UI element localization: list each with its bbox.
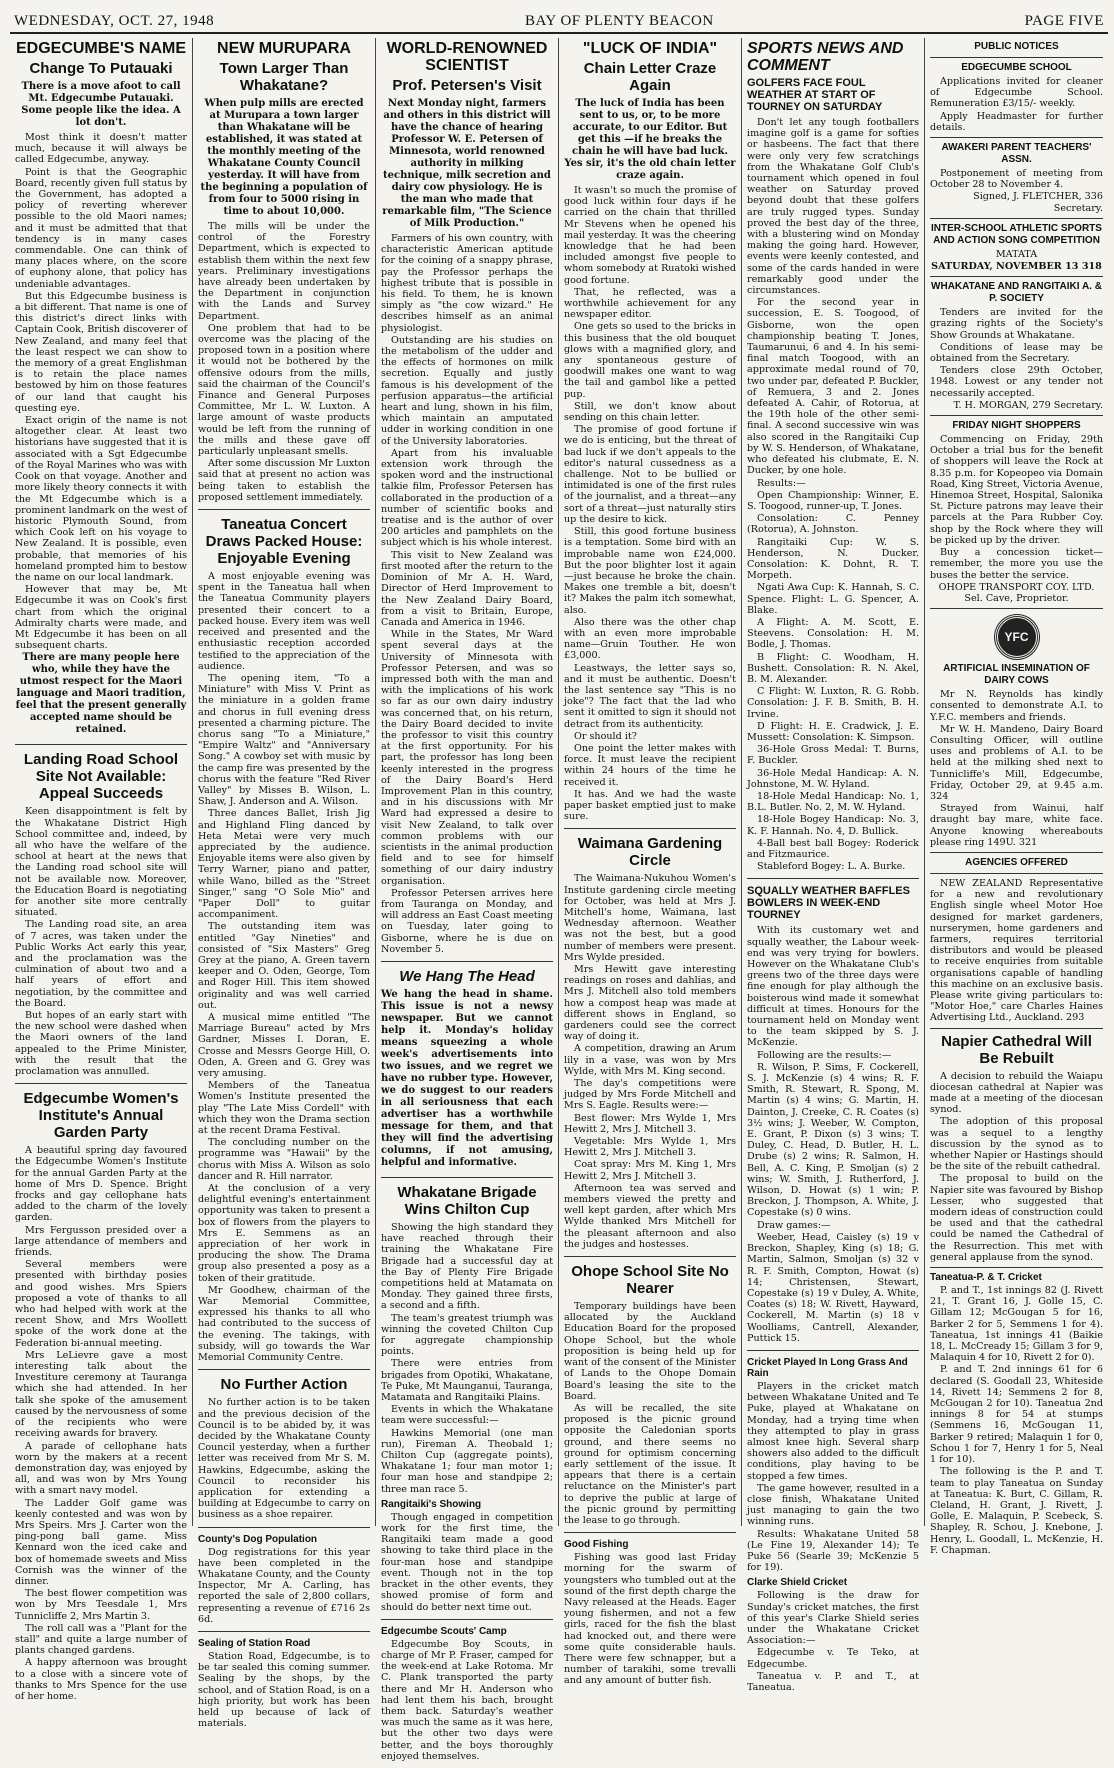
paragraph: A happy afternoon was brought to a close with a sincere vote of thanks to Mrs Spence for the use of her home.	[15, 1657, 187, 1702]
article-headline: Rangitaiki's Showing	[381, 1498, 482, 1510]
paragraph: 18-Hole Medal Handicap: No. 1, B.L. Butler. No. 2, M. W. Hyland.	[747, 790, 919, 814]
paragraph: Events in which the Whakatane team were successful:—	[381, 1404, 553, 1427]
paragraph: Mrs Hewitt gave interesting readings on roses and dahlias, and Mrs J. Mitchell also told members how a compost heap was made at different shows in England, so gardeners could see the correct way of doing it.	[564, 964, 736, 1043]
notice-headline: EDGECUMBE SCHOOL	[961, 62, 1072, 73]
paragraph: One problem that had to be overcome was the placing of the proposed town in a position where it would not be bothered by the offensive odours from the mills, said the chairman of the Council's Finance and General Purposes Committee, Mr L. W. Luxton. A large amount of waste products would be left from the running of the mills and these gave off particularly unpleasant smells.	[198, 322, 370, 458]
paragraph: Ngati Awa Cup: K. Hannah, S. C. Spence. Flight: L. G. Spencer, A. Blake.	[747, 582, 919, 616]
paragraph: P. and T., 1st innings 82 (J. Rivett 21, T. Grant 16, J. Golle 15, C. Gillam 12; McGougan 5 for 16, Barker 2 for 5, Semmens 1 for 4). Taneatua, 1st innings 41 (Baikie 18, L. McCready 15; Gillam 3 for 9, Malaquin 4 for 10, Rivett 2 for 0).	[930, 1285, 1103, 1364]
paragraph: Temporary buildings have been allocated by the Auckland Education Board for the proposed Ohope School, but the whole proposition is being held up for want of the consent of the Minister of Lands to the Ohope Domain Board's leasing the site to the Board.	[564, 1301, 736, 1402]
paragraph: The Landing road site, an area of 7 acres, was taken under the Public Works Act early this year, and the proclamation was the culmination of about two and a half years of effort and negotiation, by the committee and the Board.	[15, 919, 187, 1009]
paragraph: R. Wilson, P. Sims, F. Cockerell, S. J. McKenzie (s) 4 wins; R. F. Smith, R. Stewart, R. Spong, M. Martin (s) 4 wins; G. Martin, H. Dainton, J. Creeke, C. R. Coates (s) 3½ wins; J. Weeber, W. Compton, E. Grant, P. Dixon (s) 3 wins; T. Duley, C. Head, D. Butler, H. L. Drube (s) 2 wins; R. Salmon, H. Bell, A. C. King, P. Smoljan (s) 2 wins; W. Smith, J. Rutherford, J. Wilson, D. Howat (s) 1 win; P. Breckon, J. Thompson, A. White, J. Copestake (s) 0 wins.	[747, 1061, 919, 1219]
paragraph: A beautiful spring day favoured the Edgecumbe Women's Institute for the annual Garden Party at the home of Mrs D. Spence. Bright frocks and gay cellophane hats added to the charm of the lovely garden.	[15, 1145, 187, 1224]
paragraph: Farmers of his own country, with characteristic American aptitude for the coining of a snappy phrase, pay the Professor perhaps the highest tribute that is possible in his field. To them, he is known simply as "the cow wizard." He describes himself as an animal physiologist.	[381, 233, 553, 334]
article-headline: Landing Road School Site Not Available: Appeal Succeeds	[23, 751, 179, 803]
paragraph: Vegetable: Mrs Wylde 1, Mrs Hewitt 2, Mrs J. Mitchell 3.	[564, 1136, 736, 1159]
article-headline: Clarke Shield Cricket	[747, 1577, 848, 1589]
paragraph: Also there was the other chap with an even more improbable name—Gruin Touther. He won £3,000.	[564, 616, 736, 662]
paragraph: Following is the draw for Sunday's cricket matches, the first of this year's Clarke Shield series under the Whakatane Cricket Association:—	[747, 1590, 919, 1647]
newspaper-title: BAY OF PLENTY BEACON	[524, 13, 714, 29]
article-lead: When pulp mills are erected at Murupara a town larger than Whakatane will be established, it was stated at the monthly meeting of the Whakatane County Council yesterday. It will have from the beginning a population of from four to 5000 rising in time to about 10,000.	[200, 98, 368, 217]
paragraph: Apart from his invaluable extension work through the spoken word and the instructional talkie film, Professor Petersen has collaborated in the production of a number of scientific books and treatise and is the author of over 200 articles and pamphlets on the subject which is his whole interest.	[381, 447, 553, 549]
article-ohope-school	[564, 1263, 736, 1533]
paragraph: Keen disappointment is felt by the Whakatane District High School committee and, indeed, by all who have the welfare of the school at heart at the news that the Landing road school site will not be available now. Moreover, the Education Board is negotiating for another site more centrally situated.	[15, 806, 187, 919]
paragraph: OHOPE TRANSPORT COY. LTD. Sel. Cave, Proprietor.	[938, 581, 1095, 604]
paragraph: While in the States, Mr Ward spent several days at the University of Minnesota with Professor Petersen, and was so impressed both with the man and with the implications of his work so far as our own dairy industry was concerned that, on his return, the Dairy Board decided to invite the professor to visit this country at the first opportunity. For his part, the professor has long been keenly interested in the progress of the Dairy Board's Herd Improvement Plan in this country, and in his discussions with Mr Ward had expressed a desire to visit New Zealand, to talk over common problems with our scientists in the animal production field and to see for himself something of our dairy industry organisation.	[381, 629, 553, 887]
article-bowlers	[747, 885, 919, 1351]
paragraph: Tenders are invited for the grazing rights of the Society's Show Grounds at Whakatane.	[930, 307, 1103, 341]
article-headline: No Further Action	[220, 1376, 348, 1394]
paragraph: As will be recalled, the site proposed is the picnic ground opposite the Caledonian sports ground, and there seems no ground for optimism concerning early settlement of the issue. It appears that there is a certain reluctance on the Minister's part to deprive the public at large of the picnic ground by permitting the lease to go through.	[564, 1402, 736, 1526]
issue-date: WEDNESDAY, OCT. 27, 1948	[14, 13, 215, 29]
paragraph: 18-Hole Bogey Handicap: No. 3, K. F. Hannah. No. 4, D. Bullick.	[747, 814, 919, 837]
column-5	[742, 38, 925, 1693]
paragraph: The mills will be under the control of the Forestry Department, which is expected to establish them within the next few years. Preliminary investigations have already been undertaken by the Department in conjunction with the Lands and Survey Department.	[198, 221, 370, 322]
paragraph: One gets so used to the bricks in this business that the old bouquet glows with a magnified glory, and any spontaneous gesture of goodwill makes one want to wag the tail and gambol like a petted pup.	[564, 321, 736, 400]
article-womens-institute-garden-party	[15, 1090, 187, 1708]
column-2	[193, 38, 376, 1730]
paragraph: Still, we don't know about sending on this chain letter.	[564, 400, 736, 424]
paragraph: Mr Goodhew, chairman of the War Memorial Committee, expressed his thanks to all who had contributed to the success of the evening. The takings, with subsidy, will go towards the War Memorial Community Centre.	[198, 1284, 370, 1364]
paragraph: Hawkins Memorial (one man run), Fireman A. Theobald 1; Chilton Cup (aggregate points), Whakatane 1; four man motor 1; four man hose and standpipe 2; three man race 5.	[381, 1427, 553, 1495]
notice-headline: FRIDAY NIGHT SHOPPERS	[952, 420, 1081, 432]
paragraph: The proposal to build on the Napier site was favoured by Bishop Lesser, who suggested that modern ideas of construction could be used and that the cathedral could be named the Cathedral of the Resurrection. This met with general applause from the synod.	[930, 1173, 1103, 1263]
article-lead: The luck of India has been sent to us, or, to be more accurate, to our Editor. But get this —if he breaks the chain he will have bad luck. Yes sir, it's the old chain letter craze again.	[564, 98, 736, 181]
article-subhead: Prof. Petersen's Visit	[392, 77, 542, 94]
divider	[930, 873, 1103, 874]
notice-headline: ARTIFICIAL INSEMINATION OF DAIRY COWS	[943, 663, 1090, 687]
page-number: PAGE FIVE	[1024, 13, 1104, 29]
column-3	[376, 38, 559, 1762]
notice-headline: WHAKATANE AND RANGITAIKI A. & P. SOCIETY	[931, 281, 1102, 305]
paragraph: Still, this good fortune business is a temptation. Some bird with an improbable name won £24,000. But the poor blighter lost it again—just because he broke the chain. Makes one tremble a bit, doesn't it? Makes the palm itch somewhat, also.	[564, 526, 736, 616]
divider	[930, 1028, 1103, 1029]
article-we-hang-the-head	[381, 968, 553, 1178]
paragraph: However that may be, Mt Edgecumbe it was on Cook's first chart from which the original Admiralty charts were made, and Mt Edgecumbe it has been on all subsequent charts.	[15, 584, 187, 652]
paragraph: Three dances Ballet, Irish Jig and Highland Fling danced by Heta Metai were very much appreciated by the audience. Enjoyable items were also given by Terry Warner, piano and patter, while Wano, billed as the "Street Singer," sang "O Sole Mio" and "Paper Doll" to guitar accompaniment.	[198, 808, 370, 921]
article-closing: There are many people here who, while they have the utmost respect for the Maori language and Maori tradition, feel that the present generally accepted name should be retained.	[15, 652, 187, 736]
article-lead: There is a move afoot to call Mt. Edgecumbe Putauaki. Some people like the idea. A lot don't.	[21, 81, 181, 128]
article-headline: Cricket Played In Long Grass And Rain	[747, 1356, 908, 1379]
paragraph: 36-Hole Gross Medal: T. Burns, F. Buckler.	[747, 744, 919, 767]
yfc-emblem-icon: YFC	[995, 615, 1039, 659]
paragraph: There were entries from brigades from Opotiki, Whakatane, Te Puke, Mt Maunganui, Tauranga, Matamata and Rangitaiki Plains.	[381, 1358, 553, 1404]
paragraph: Draw games:—	[757, 1219, 831, 1231]
paragraph: Coat spray: Mrs M. King 1, Mrs Hewitt 2, Mrs J. Mitchell 3.	[564, 1159, 736, 1182]
article-headline: Good Fishing	[564, 1539, 629, 1551]
paragraph: Showing the high standard they have reached through their training the Whakatane Fire Brigade had a successful day at the Bay of Plenty Fire Brigade competitions held at Matamata on Monday. They gained three firsts, a second and a fifth.	[381, 1222, 553, 1312]
article-headline: We Hang The Head	[399, 968, 535, 985]
paragraph: Afternoon tea was served and members viewed the pretty and well kept garden, after which Mrs Wylde thanked Mrs Mitchell for the pleasant afternoon and also the judges and hostesses.	[564, 1182, 736, 1250]
notice-headline: INTER-SCHOOL ATHLETIC SPORTS AND ACTION SONG COMPETITION	[931, 222, 1102, 246]
paragraph: Mr N. Reynolds has kindly consented to demonstrate A.I. to Y.F.C. members and friends.	[930, 689, 1103, 723]
article-cricket-rain	[747, 1357, 919, 1699]
divider	[930, 852, 1103, 853]
article-headline: Whakatane Brigade Wins Chilton Cup	[397, 1184, 537, 1218]
paragraph: Signed, J. FLETCHER, 336 Secretary.	[973, 191, 1103, 214]
paragraph: Weeber, Head, Caisley (s) 19 v Breckon, Shapley, King (s) 18; G. Martin, Salmon, Smoljan (s) 32 v R. F. Smith, Compton, Howat (s) 14; Christensen, Stewart, Copestake (s) 19 v Duley, A. White, Coates (s) 18; W. Rivett, Hayward, Cockerell, M. Martin (s) 18 v Woolliams, Cantrell, Alexander, Puttick 15.	[747, 1231, 919, 1344]
paragraph: But hopes of an early start with the new school were dashed when the Maori owners of the land appealed to the Prime Minister, with the result that the proclamation was annulled.	[15, 1010, 187, 1078]
paragraph: For the second year in succession, E. S. Toogood, of Gisborne, won the open championship beating T. Jones, Taumarunui, 6 and 4. In his semi-final match Toogood, with an approximate medal round of 70, two under par, defeated P. Buckler, of Remuera, 3 and 2. Jones defeated A. Cahir, of Rotorua, at the 19th hole of the other semi-final. A second successive win was also scored in the Rangitaiki Cup by W. S. Henderson, of Whakatane, who defeated his clubmate, E. N. Ducker, by one hole.	[747, 297, 919, 477]
paragraph: A decision to rebuild the Waiapu diocesan cathedral at Napier was made at a meeting of the diocesan synod.	[930, 1070, 1103, 1116]
paragraph: Open Championship: Winner, E. S. Toogood, runner-up, T. Jones.	[747, 489, 919, 512]
paragraph: Fishing was good last Friday morning for the swarm of youngsters who tumbled out at the sound of the first depth charge the Navy released at the Heads. Eager young fishermen, and not a few girls, raced for the fish the blast had knocked out, and there were some quite considerable hauls. There were few schnapper, but a number of tarakihi, some trevalli and any amount of butter fish.	[564, 1552, 736, 1687]
divider	[930, 276, 1103, 277]
paragraph: Buy a concession ticket—remember, the more you use the buses the better the service.	[930, 547, 1103, 581]
paragraph: The roll call was a "Plant for the stall" and quite a large number of plants changed gardens.	[15, 1622, 187, 1657]
article-headline: WORLD-RENOWNED SCIENTIST	[386, 40, 548, 74]
paragraph: The game however, resulted in a close finish, Whakatane United just managing to gain the two winning runs.	[747, 1482, 919, 1528]
section-headline: SPORTS NEWS AND COMMENT	[747, 40, 904, 74]
paragraph: Though engaged in competition work for the first time, the Rangitaiki team made a good showing to take third place in the four-man hose and standpipe event. Though not in the top bracket in the other events, they showed promise of form and should do better next time out.	[381, 1511, 553, 1613]
masthead	[10, 10, 1108, 34]
article-landing-road-school	[15, 751, 187, 1084]
article-subhead: Chain Letter Craze Again	[583, 60, 717, 94]
paragraph: NEW ZEALAND Representative for a new and revolutionary English single wheel Motor Hoe designed for market gardeners, nurserymen, home gardeners and farmers, requires territorial distributors and would be pleased to receive enquiries from suitable organisations capable of handling this machine on an exclusive basis. Please write giving particulars to: "Motor Hoe," care Charles Haines Advertising Ltd., Auckland. 293	[930, 877, 1103, 1024]
article-subhead: Town Larger Than Whakatane?	[219, 60, 349, 94]
paragraph: P. and T. 2nd innings 61 for 6 declared (S. Goodall 23, Whiteside 14, Rivett 14; Semmens 2 for 8, McGougan 2 for 10). Taneatua 2nd innings 8 for 54 at stumps (Semmens 16, McGougan 11, Barker 9 retired; Malaquin 1 for 0, Schou 1 for 7, Henry 1 for 5, Neal 1 for 10).	[930, 1364, 1103, 1466]
paragraph: 4-Ball best ball Bogey: Roderick and Fitzmaurice.	[747, 837, 919, 860]
paragraph: The outstanding item was entitled "Gay Nineties" and consisted of "Six Masters" Greg Grey at the piano, A. Green tavern keeper and O. Oden, George, Tom and Roger Hill. This item showed originality and was well carried out.	[198, 921, 370, 1011]
paragraph: This visit to New Zealand was first mooted after the return to the Dominion of Mr A. H. Ward, Director of Herd Improvement to the New Zealand Dairy Board, from a visit to Britain, Europe, Canada and America in 1946.	[381, 549, 553, 628]
article-station-road	[198, 1638, 370, 1735]
paragraph: It has. And we had the waste paper basket emptied just to make sure.	[564, 788, 736, 823]
article-subhead: Change To Putauaki	[29, 60, 173, 77]
column-6	[925, 38, 1108, 1556]
paragraph: Strayed from Wainui, half draught bay mare, white face. Anyone knowing whereabouts please ring 149U. 321	[930, 803, 1103, 848]
paragraph: A parade of cellophane hats worn by the makers at a recent demonstration day, was enjoyed by all, and was won by Mrs Young with a smart navy model.	[15, 1440, 187, 1497]
paragraph: MATATA	[995, 248, 1038, 260]
paragraph: A most enjoyable evening was spent in the Taneatua hall when the Taneatua Community players presented their concert to a packed house. Every item was well received and presented and the enthusiastic reception accorded testified to the appreciation of the audience.	[198, 571, 370, 672]
paragraph: But this Edgecumbe business is a bit different. That name is one of this district's direct links with Captain Cook, British discoverer of New Zealand, and many feel that the least respect we can show to the memory of a great Englishman is to retain the place names bestowed by him on those features of our land that caught his questing eye.	[15, 290, 187, 414]
paragraph: Mr W. H. Mandeno, Dairy Board Consulting Officer, will outline uses and problems of A.I. to be held at the milking shed next to Tunnicliffe's Mill, Edgecumbe, Friday, October 29, at 9.45 a.m. 324	[930, 723, 1103, 802]
column-4	[559, 38, 742, 1687]
paragraph: Rangitaiki Cup: W. S. Henderson, N. Ducker. Consolation: K. Dohnt, R. T. Morpeth.	[747, 536, 919, 582]
paragraph: Apply Headmaster for further details.	[930, 110, 1103, 133]
paragraph: No further action is to be taken and the previous decision of the Council is to be abided by, it was decided by the Whakatane County Council yesterday, when a further letter was received from Mr S. M. Hawkins, Edgecumbe, asking the Council to reconsider his application for extending a building at Edgecumbe to carry on business as a shoe repairer.	[198, 1397, 370, 1521]
paragraph: C Flight: W. Luxton, R. G. Robb. Consolation: J. F. B. Smith, B. H. Irvine.	[747, 686, 919, 720]
paragraph: At the conclusion of a very delightful evening's entertainment opportunity was taken to present a box of flowers from the players to Mrs E. Semmens as an appreciation of her work in producing the show. The Drama group also presented a posy as a token of their gratitude.	[198, 1183, 370, 1284]
article-headline: Edgecumbe Women's Institute's Annual Garden Party	[23, 1090, 179, 1142]
article-good-fishing	[564, 1539, 736, 1692]
paragraph: Tenders close 29th October, 1948. Lowest or any tender not necessarily accepted.	[930, 365, 1103, 399]
paragraph: Postponement of meeting from October 28 to November 4.	[930, 168, 1103, 191]
notice-headline: AWAKERI PARENT TEACHERS' ASSN.	[941, 142, 1092, 166]
paragraph: Applications invited for cleaner of Edgecumbe School. Remuneration £3/15/- weekly.	[930, 76, 1103, 110]
paragraph: Edgecumbe v. Te Teko, at Edgecumbe.	[747, 1647, 919, 1670]
article-headline: Napier Cathedral Will Be Rebuilt	[941, 1032, 1092, 1067]
paragraph: Mrs LeLievre gave a most interesting talk about the Investiture ceremony at Tauranga which she had attended. In her talk she spoke of the amusement caused by the nervousness of some of the recipients who were receiving awards for bravery.	[15, 1349, 187, 1440]
article-no-further-action	[198, 1376, 370, 1527]
paragraph: Consolation: C. Penney (Rotorua), A. Johnston.	[747, 513, 919, 536]
section-public-notices: PUBLIC NOTICES	[974, 41, 1059, 52]
article-headline: Taneatua-P. & T. Cricket	[930, 1272, 1042, 1284]
article-taneatua-concert	[198, 516, 370, 1370]
article-chilton-cup	[381, 1184, 553, 1620]
paragraph: The concluding number on the programme was "Hawaii" by the chorus with Miss A. Wilson as solo dancer and R. Hill narrator.	[198, 1137, 370, 1182]
divider	[930, 1267, 1103, 1268]
paragraph: Stableford Bogey: L. A. Burke.	[757, 861, 906, 873]
paragraph: One point the letter makes with force. It must leave the recipient within 24 hours of the time he received it.	[564, 742, 736, 788]
article-headline: GOLFERS FACE FOUL WEATHER AT START OF TOURNEY ON SATURDAY	[747, 77, 883, 113]
paragraph: Leastways, the letter says so, and it must be authentic. Doesn't the last sentence say "This is no joke"? The fact that the lad who sent it omitted to sign it should not detract from its authenticity.	[564, 662, 736, 730]
article-headline: Taneatua Concert Draws Packed House: Enjoyable Evening	[205, 516, 363, 568]
paragraph: Results:—	[757, 477, 806, 489]
article-scientist	[381, 40, 553, 962]
paragraph: A competition, drawing an Arum lily in a vase, was won by Mrs Wylde, with Mrs M. King second.	[564, 1043, 736, 1077]
divider	[930, 415, 1103, 416]
paragraph: D Flight: H. E. Cradwick, J. E. Mussett: Consolation: K. Simpson.	[747, 720, 919, 743]
paragraph: The opening item, "To a Miniature" with Miss V. Print as the miniature in a golden frame and chorus in full evening dress presented a charming picture. The chorus sang "To a Miniature," "Empire Waltz" and "Anniversary Song." A cowboy set with music by the camp fire was presented by the chorus with the feature "Red River Valley" by Misses B. Wilson, L. Shaw, J. Anderson and A. Wilson.	[198, 672, 370, 808]
paragraph: Or should it?	[574, 730, 637, 742]
paragraph: After some discussion Mr Luxton said that at present no action was being taken to establish the proposed settlement immediately.	[198, 458, 370, 503]
paragraph: The best flower competition was won by Mrs Teesdale 1, Mrs Tunnicliffe 2, Mrs Martin 3.	[15, 1588, 187, 1622]
columns	[10, 38, 1108, 1762]
paragraph: A Flight: A. M. Scott, E. Steevens. Consolation: H. M. Bodle, J. Thomas.	[747, 616, 919, 651]
paragraph: It wasn't so much the promise of good luck within four days if he carried on the chain that thrilled Mr Stevens when he opened his mail yesterday. It was the cheering knowledge that he had been included amongst five people to whom somebody at Ruatoki wished good fortune.	[564, 185, 736, 286]
paragraph: The Ladder Golf game was keenly contested and was won by Mrs Speirs. Mrs J. Carter won the ping-pong ball game. Miss Kennard won the iced cake and box of homemade sweets and Miss Cornish was the winner of the dinner.	[15, 1497, 187, 1587]
paragraph: Following are the results:—	[757, 1049, 892, 1061]
paragraph: Edgecumbe Boy Scouts, in charge of Mr P. Fraser, camped for the week-end at Lake Rotoma. Mr C. Plank transported the party there and Mr H. Anderson who had lent them his bach, brought them back. Saturday's weather was much the same as it was here, but the other two days were better, and the boys thoroughly enjoyed themselves.	[381, 1638, 553, 1762]
paragraph: Commencing on Friday, 29th October a trial bus for the benefit of shoppers will leave the Rock at 8.35 p.m. for Kopeopeo via Domain Road, King Street, Victoria Avenue, Hinemoa Street, Hospital, Salonika St. Picture patrons may leave their parcels at the Para Rubber Coy. shop by the Rock where they will be picked up by the driver.	[930, 434, 1103, 546]
article-luck-of-india	[564, 40, 736, 829]
paragraph: Mrs Fergusson presided over a large attendance of members and friends.	[15, 1224, 187, 1259]
article-lead: Next Monday night, farmers and others in this district will have the chance of hearing Professor W. E. Petersen of Minnesota, world renowned authority in milking technique, milk secretion and dairy cow physiology. He is the man who made that remarkable film, "The Science of Milk Production."	[382, 98, 552, 229]
paragraph: Dog registrations for this year have been completed in the Whakatane County, and the County Inspector, Mr A. Carling, has reported the sale of 2,800 collars, representing a revenue of £716 2s 6d.	[198, 1546, 370, 1625]
article-sports-golf	[747, 40, 919, 879]
article-headline: Ohope School Site No Nearer	[571, 1263, 729, 1298]
paragraph: B Flight: C. Woodham, H. Bushett. Consolation: R. N. Akel, B. M. Alexander.	[747, 651, 919, 685]
paragraph: Professor Petersen arrives here from Tauranga on Monday, and will address an East Coast meeting on Tuesday, later going to Gisborne, where he is due on November 5.	[381, 887, 553, 955]
article-waimana-gardening	[564, 835, 736, 1257]
paragraph: Results: Whakatane United 58 (Le Fine 19, Alexander 14); Te Puke 56 (Searle 39; McKenzie 5 for 19).	[747, 1528, 919, 1574]
article-headline: Waimana Gardening Circle	[577, 835, 723, 870]
article-new-murupara	[198, 40, 370, 510]
paragraph: SATURDAY, NOVEMBER 13 318	[931, 261, 1102, 273]
article-scouts-camp	[381, 1626, 553, 1768]
section-agencies-offered: AGENCIES OFFERED	[965, 856, 1068, 868]
article-headline: SQUALLY WEATHER BAFFLES BOWLERS IN WEEK-END TOURNEY	[747, 885, 910, 922]
divider	[930, 218, 1103, 219]
article-headline: "LUCK OF INDIA"	[582, 40, 718, 57]
divider	[930, 57, 1103, 58]
paragraph: Outstanding are his studies on the metabolism of the udder and the effects of hormones on milk secretion. Equally and justly famous is his development of the perfusion apparatus—the artificial heart and lung, shown in his film, which maintain an amputated udder in working condition in one of the University laboratories.	[381, 334, 553, 447]
paragraph: The adoption of this proposal was a sequel to a lengthy discussion by the synod as to whether Napier or Hastings should be the site of the rebuilt cathedral.	[930, 1116, 1103, 1173]
paragraph: Don't let any tough footballers imagine golf is a game for softies or hasbeens. The fact that there were only very few scratchings from the Whakatane Golf Club's tournament which opened in foul weather on Saturday proved beyond doubt that these golfers are truly rugged types. Sunday proved the best day of the three, with a blustering wind on Monday making the going hard. However, events were keenly contested, and some of the cards handed in were remarkably good under the circumstances.	[747, 117, 919, 297]
paragraph: Exact origin of the name is not altogether clear. At least two historians have suggested that it is associated with a Sgt Edgecumbe of the Royal Marines who was with Cook on that voyage. Another and more likely theory connects it with the Mt Edgecumbe which is a prominent landmark on the west of historic Plymouth Sound, from which Cook left on his voyage to New Zealand. It is possible, even probable, that memories of his homeland prompted him to bestow the name on our local landmark.	[15, 415, 187, 583]
article-headline: EDGECUMBE'S NAME	[15, 40, 187, 57]
paragraph: Members of the Taneatua Women's Institute presented the play "The Late Miss Cordell" with which they won the Drama section at the recent Drama Festival.	[198, 1080, 370, 1137]
paragraph: The day's competitions were judged by Mrs Forde Mitchell and Mrs S. Eagle. Results were:—	[564, 1078, 736, 1112]
paragraph: Players in the cricket match between Whakatane United and Te Puke, played at Whakatane on Monday, had a trying time when they attempted to play in grass almost knee high. Several sharp showers also added to the difficult conditions, play having to be stopped a few times.	[747, 1380, 919, 1482]
article-headline: Edgecumbe Scouts' Camp	[381, 1625, 507, 1637]
article-body: We hang the head in shame. This issue is not a newsy newspaper. But we cannot help it. Monday's holiday means squeezing a whole week's advertisements into two issues, and we regret we have no rubber type. However, we do suggest to our readers in all seriousness that each advertiser has a worthwhile message for them, and that they will find the advertising columns, if not amusing, helpful and informative.	[381, 989, 553, 1168]
paragraph: Most think it doesn't matter much, because it will always be called Edgecumbe, anyway.	[15, 132, 187, 166]
paragraph: The promise of good fortune if we do is enticing, but the threat of bad luck if we don't appeals to the editor's natural cussedness as a challenge. Not to be bullied or intimidated is one of the first rules of the journalist, and a threat—any sort of a threat—just naturally stirs up the desire to kick.	[564, 424, 736, 525]
paragraph: That, he reflected, was a worthwhile achievement for any newspaper editor.	[564, 286, 736, 321]
paragraph: Conditions of lease may be obtained from the Secretary.	[930, 341, 1103, 365]
article-edgecumbe-name	[15, 40, 187, 745]
paragraph: With its customary wet and squally weather, the Labour week-end was very trying for bowlers. However on the Whakatane Club's greens two of the three days were fine enough for play although the boisterous wind made it somewhat difficult at times. Honours for the tournament held on Monday went to the team skipped by S. J. McKenzie.	[747, 925, 919, 1049]
paragraph: T. H. MORGAN, 279 Secretary.	[953, 399, 1103, 411]
paragraph: Taneatua v. P. and T., at Taneatua.	[747, 1670, 919, 1693]
paragraph: The Waimana-Nukuhou Women's Institute gardening circle meeting for October, was held at Mrs J. Mitchell's home, Waimana, last Wednesday afternoon. Weather was not the best, but a good number of members were present. Mrs Wylde presided.	[564, 873, 736, 963]
column-1	[10, 38, 193, 1702]
article-headline: Sealing of Station Road	[198, 1637, 311, 1649]
divider	[930, 608, 1103, 609]
article-headline: NEW MURUPARA	[217, 40, 351, 57]
paragraph: Station Road, Edgecumbe, is to be tar sealed this coming summer. Sealing by the shops, by the school, and of Station Road, is on a high priority, but work has been held up because of lack of materials.	[198, 1650, 370, 1730]
paragraph: Point is that the Geographic Board, recently given full status by the Government, has adopted a policy of reverting wherever possible to the old Maori names; and it must be admitted that that tendency is in many cases commendable. One can think of many places where, on the score of euphony alone, that policy has undeniable advantages.	[15, 166, 187, 290]
paragraph: The team's greatest triumph was winning the coveted Chilton Cup for aggregate championship points.	[381, 1312, 553, 1358]
paragraph: A musical mime entitled "The Marriage Bureau" acted by Mrs Gardner, Misses I. Doran, E. Crosse and Messrs George Hill, O. Oden, A. Green and G. Grey was very amusing.	[198, 1012, 370, 1080]
paragraph: Several members were presented with birthday posies and good wishes. Mrs Spiers proposed a vote of thanks to all who had helped with work at the recent Show, and Mrs Woollett spoke of the work done at the Federation bi-annual meeting.	[15, 1259, 187, 1349]
paragraph: 36-Hole Medal Handicap: A. N. Johnstone, M. W. Hyland.	[747, 767, 919, 790]
article-headline: County's Dog Population	[198, 1533, 318, 1545]
article-dog-population	[198, 1534, 370, 1632]
paragraph: Best flower: Mrs Wylde 1, Mrs Hewitt 2, Mrs J. Mitchell 3.	[564, 1112, 736, 1135]
paragraph: The following is the P. and T. team to play Taneatua on Sunday at Taneatua: K. Burt, C. Gillam, R. Cleland, H. Grant, J. Rivett, J. Golle, E. Malaquin, P. Scebeck, S. Shapley, R. Schou, J. Knebone, J. Henry, L. Goodall, L. McKenzie, H. F. Chapman.	[930, 1466, 1103, 1556]
divider	[930, 137, 1103, 138]
